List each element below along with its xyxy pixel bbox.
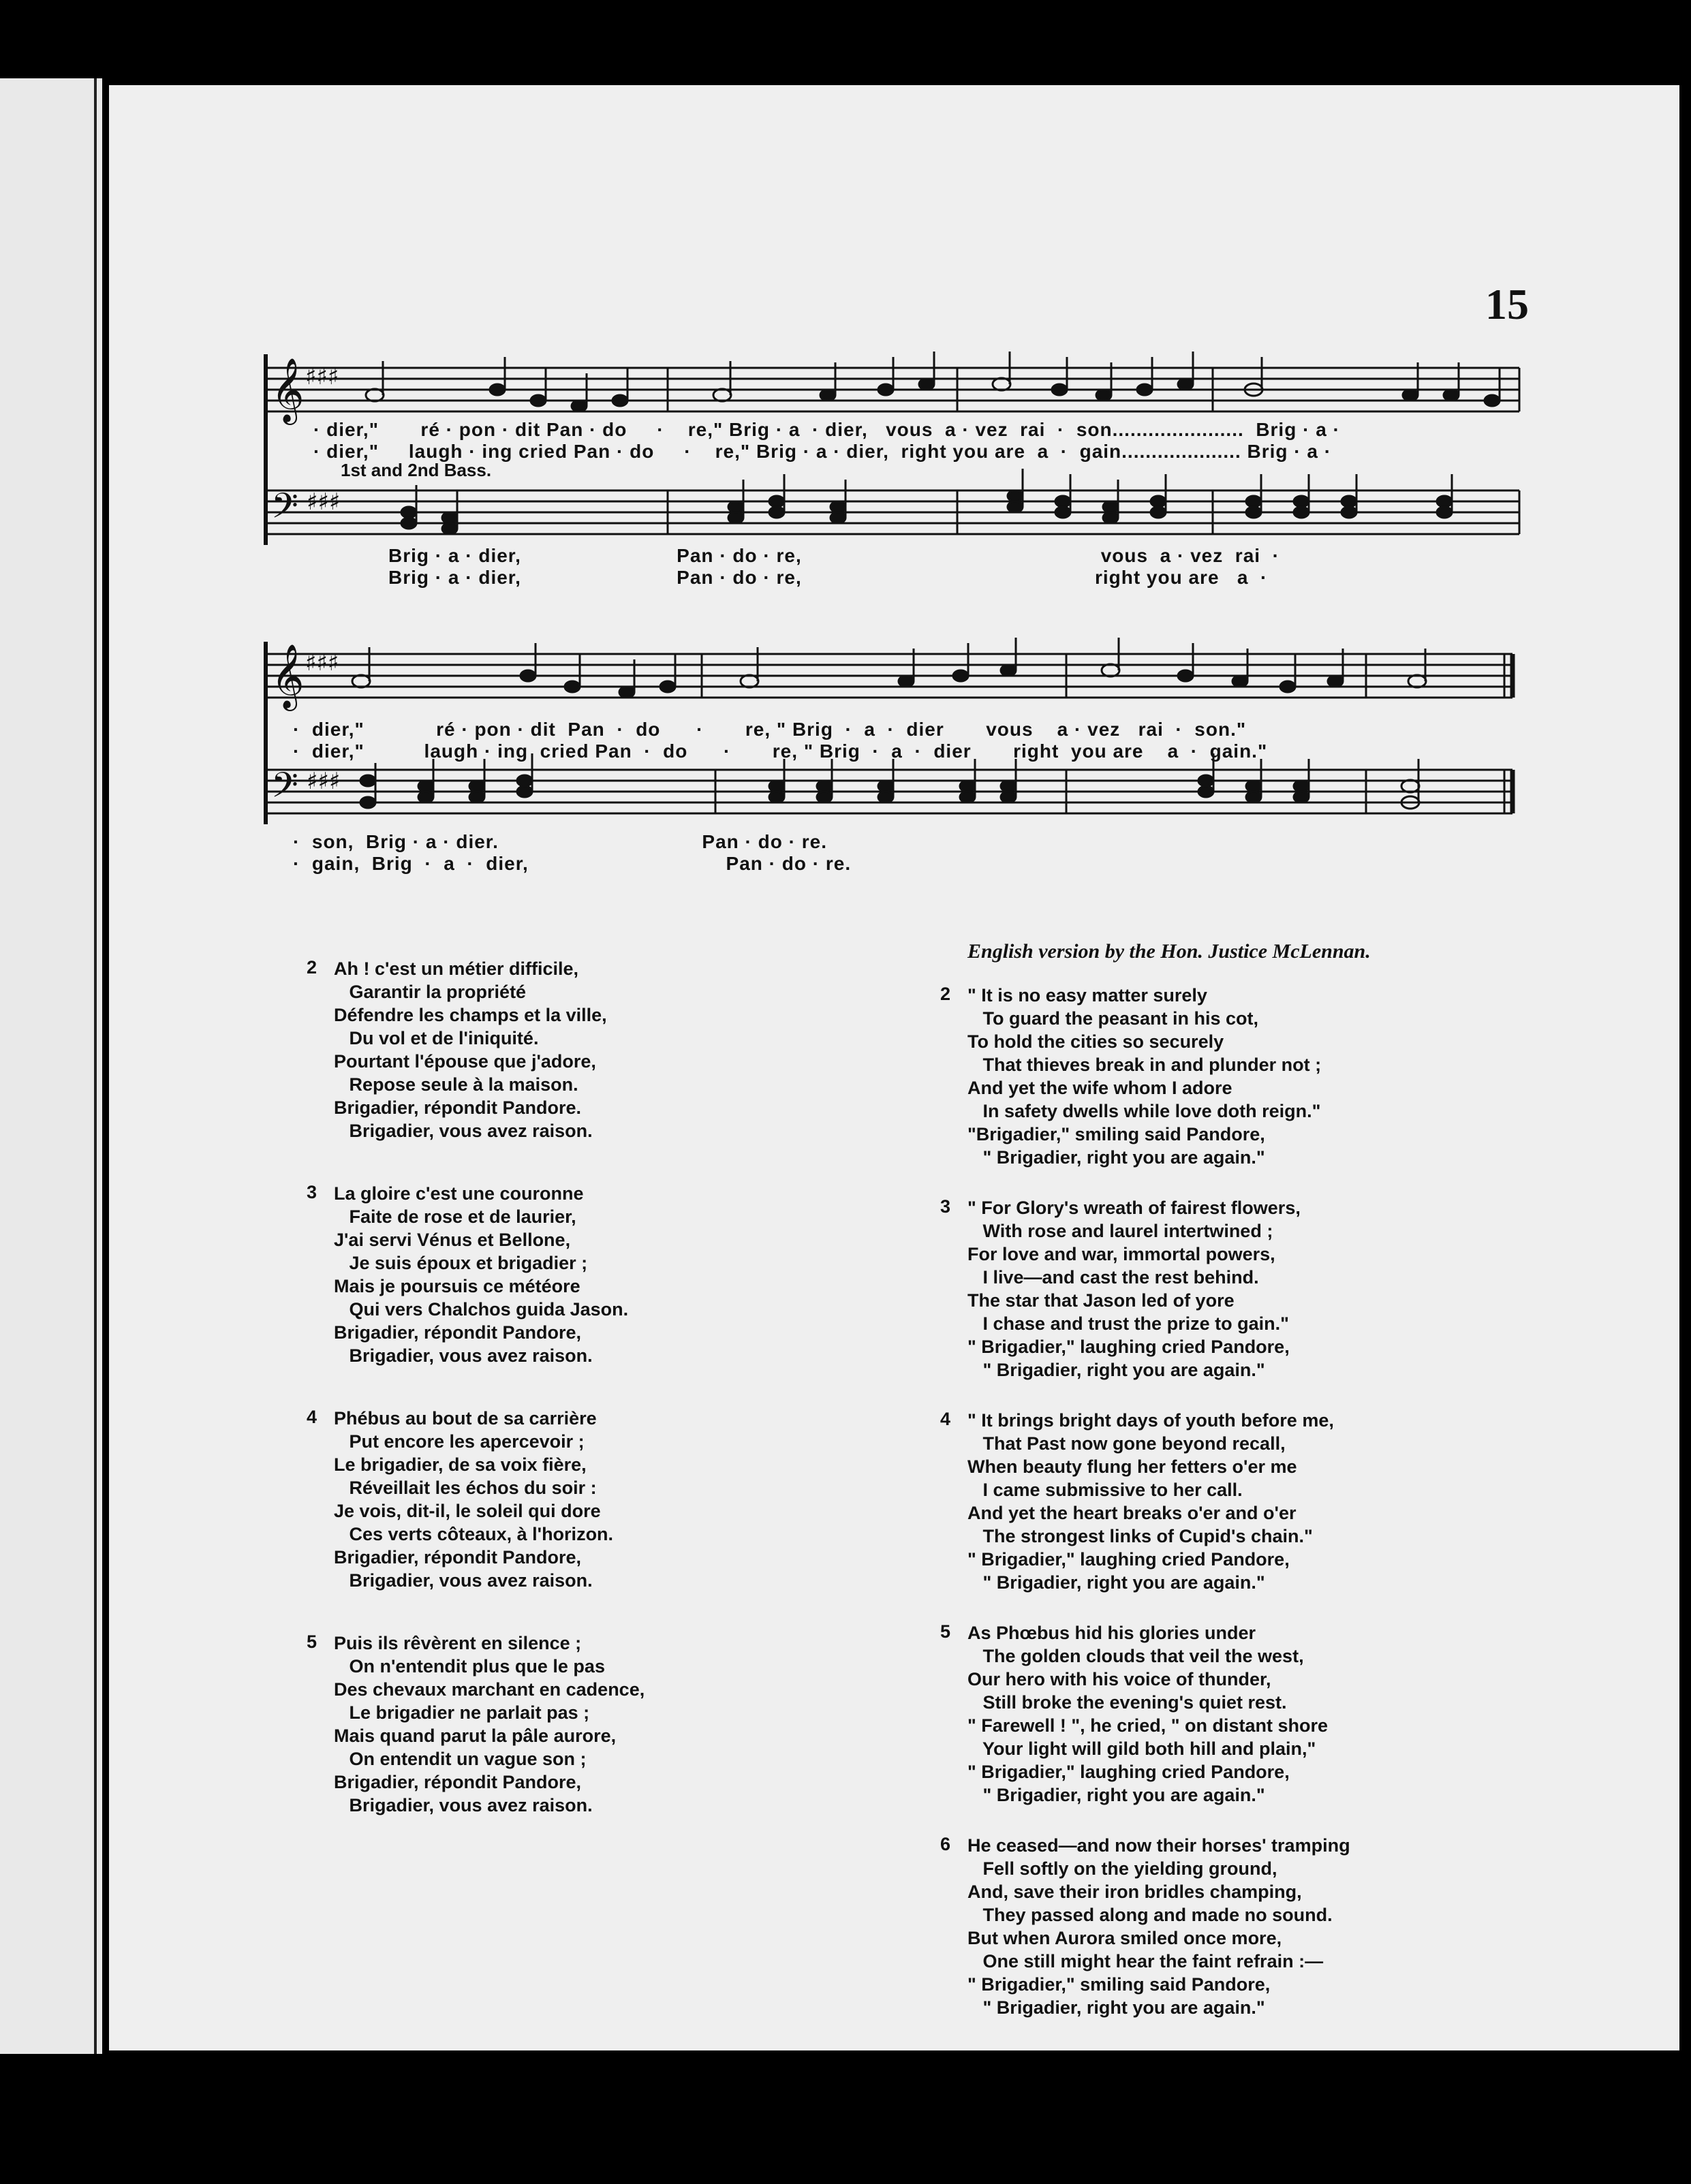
english-verse-5 — [940, 1621, 1512, 1807]
svg-text:♯♯♯: ♯♯♯ — [307, 768, 341, 795]
verse-line: That thieves break in and plunder not ; — [967, 1055, 1322, 1075]
lyrics-upper-2: · dier," laugh · ing cried Pan · do · re," Brig · a · dier, right you are a · gain.................... Brig · a · — [313, 441, 1332, 462]
verse-line: Qui vers Chalchos guida Jason. — [334, 1299, 629, 1320]
verse-line: Brigadier, vous avez raison. — [334, 1345, 593, 1366]
verse-line: One still might hear the faint refrain :— — [967, 1951, 1324, 1971]
verse-line: Phébus au bout de sa carrière — [334, 1408, 597, 1429]
verse-line: Mais quand parut la pâle aurore, — [334, 1726, 617, 1746]
verse-number: 5 — [940, 1621, 951, 1642]
french-verse-4 — [307, 1407, 797, 1592]
verse-number: 4 — [307, 1407, 317, 1427]
verse-line: " Brigadier, right you are again." — [967, 1997, 1265, 2018]
verse-line: They passed along and made no sound. — [967, 1905, 1333, 1925]
svg-text:𝄞: 𝄞 — [271, 358, 305, 422]
verse-line: " Brigadier, right you are again." — [967, 1147, 1265, 1168]
english-verse-4 — [940, 1409, 1512, 1594]
music-system-2 — [252, 627, 1533, 913]
verse-line: " Brigadier," laughing cried Pandore, — [967, 1549, 1290, 1570]
verse-line: La gloire c'est une couronne — [334, 1183, 584, 1204]
verse-line: On n'entendit plus que le pas — [334, 1656, 605, 1676]
verse-line: Pourtant l'épouse que j'adore, — [334, 1051, 596, 1072]
verse-line: Fell softly on the yielding ground, — [967, 1858, 1277, 1879]
verse-line: And, save their iron bridles champing, — [967, 1882, 1302, 1902]
verse-line: " It is no easy matter surely — [967, 985, 1207, 1005]
verse-line: Repose seule à la maison. — [334, 1074, 578, 1095]
verse-line: J'ai servi Vénus et Bellone, — [334, 1230, 571, 1250]
verse-line: Défendre les champs et la ville, — [334, 1005, 607, 1025]
verse-line: " Brigadier, right you are again." — [967, 1785, 1265, 1805]
verse-line: Brigadier, vous avez raison. — [334, 1795, 593, 1815]
english-verses — [940, 940, 1512, 2019]
previous-page-edge — [0, 78, 102, 2054]
verse-line: That Past now gone beyond recall, — [967, 1433, 1286, 1454]
verse-line: Ah ! c'est un métier difficile, — [334, 958, 578, 979]
verse-line: Ces verts côteaux, à l'horizon. — [334, 1524, 614, 1544]
page-number: 15 — [1485, 280, 1529, 328]
verse-number: 2 — [940, 984, 951, 1004]
verse-line: I came submissive to her call. — [967, 1480, 1243, 1500]
french-verse-5 — [307, 1632, 797, 1817]
verse-line: Le brigadier ne parlait pas ; — [334, 1702, 590, 1723]
verse-line: Brigadier, répondit Pandore. — [334, 1097, 582, 1118]
verse-line: Je suis époux et brigadier ; — [334, 1253, 588, 1273]
verse-line: And yet the heart breaks o'er and o'er — [967, 1503, 1297, 1523]
lyrics-lower-4: · gain, Brig · a · dier, Pan · do · re. — [293, 853, 852, 874]
svg-text:♯♯♯: ♯♯♯ — [305, 649, 339, 676]
verse-number: 2 — [307, 957, 317, 978]
verse-number: 3 — [940, 1196, 951, 1217]
verse-line: Garantir la propriété — [334, 982, 527, 1002]
verse-number: 6 — [940, 1834, 951, 1854]
verse-line: And yet the wife whom I adore — [967, 1078, 1232, 1098]
verse-line: " For Glory's wreath of fairest flowers, — [967, 1198, 1301, 1218]
french-verse-2 — [307, 957, 797, 1142]
verse-line: Brigadier, vous avez raison. — [334, 1121, 593, 1141]
english-verse-2 — [940, 984, 1512, 1169]
verse-line: I chase and trust the prize to gain." — [967, 1313, 1289, 1334]
svg-text:𝄢: 𝄢 — [271, 764, 298, 814]
verse-line: As Phœbus hid his glories under — [967, 1623, 1256, 1643]
lyrics-upper-3: · dier," ré · pon · dit Pan · do · re, " Brig · a · dier vous a · vez rai · son." — [293, 719, 1247, 740]
verse-line: On entendit un vague son ; — [334, 1749, 587, 1769]
english-verse-6 — [940, 1834, 1512, 2019]
lyrics-upper-1: · dier," ré · pon · dit Pan · do · re," Brig · a · dier, vous a · vez rai · son...................... Brig · a · — [313, 419, 1340, 440]
verse-line: Brigadier, répondit Pandore, — [334, 1772, 582, 1792]
english-verse-3 — [940, 1196, 1512, 1382]
verse-line: " Brigadier, right you are again." — [967, 1572, 1265, 1593]
verse-line: Brigadier, répondit Pandore, — [334, 1547, 582, 1567]
svg-text:♯♯♯: ♯♯♯ — [305, 363, 339, 390]
verse-line: Du vol et de l'iniquité. — [334, 1028, 539, 1048]
verse-number: 3 — [307, 1182, 317, 1202]
verse-line: Mais je poursuis ce météore — [334, 1276, 580, 1296]
lyrics-lower-3: · son, Brig · a · dier. Pan · do · re. — [293, 831, 827, 852]
verse-line: "Brigadier," smiling said Pandore, — [967, 1124, 1265, 1144]
verse-line: Put encore les apercevoir ; — [334, 1431, 585, 1452]
translation-credit: English version by the Hon. Justice McLennan. — [967, 940, 1371, 963]
verse-line: He ceased—and now their horses' tramping — [967, 1835, 1350, 1856]
verse-line: With rose and laurel intertwined ; — [967, 1221, 1273, 1241]
verse-line: " Brigadier," smiling said Pandore, — [967, 1974, 1271, 1995]
verse-line: In safety dwells while love doth reign." — [967, 1101, 1321, 1121]
verse-line: " It brings bright days of youth before me, — [967, 1410, 1334, 1431]
verse-line: " Brigadier, right you are again." — [967, 1360, 1265, 1380]
verse-line: " Brigadier," laughing cried Pandore, — [967, 1337, 1290, 1357]
verse-line: The star that Jason led of yore — [967, 1290, 1235, 1311]
verse-number: 4 — [940, 1409, 951, 1429]
verse-line: But when Aurora smiled once more, — [967, 1928, 1282, 1948]
verse-line: " Farewell ! ", he cried, " on distant shore — [967, 1715, 1329, 1736]
voice-label: 1st and 2nd Bass. — [341, 460, 492, 480]
lyrics-upper-4: · dier," laugh · ing cried Pan · do · re, " Brig · a · dier right you are a · gain." — [293, 740, 1268, 762]
verse-line: Le brigadier, de sa voix fière, — [334, 1454, 587, 1475]
lyrics-lower-2: Brig · a · dier, Pan · do · re, right you are a · — [388, 567, 1268, 588]
verse-line: Your light will gild both hill and plain," — [967, 1738, 1316, 1759]
verse-line: Puis ils rêvèrent en silence ; — [334, 1633, 582, 1653]
verse-line: The golden clouds that veil the west, — [967, 1646, 1304, 1666]
verse-line: Brigadier, vous avez raison. — [334, 1570, 593, 1591]
lyrics-lower-1: Brig · a · dier, Pan · do · re, vous a · vez rai · — [388, 545, 1279, 566]
verse-line: The strongest links of Cupid's chain." — [967, 1526, 1313, 1546]
verse-line: To guard the peasant in his cot, — [967, 1008, 1259, 1029]
verse-line: When beauty flung her fetters o'er me — [967, 1456, 1297, 1477]
music-system-1 — [252, 327, 1533, 627]
verse-line: I live—and cast the rest behind. — [967, 1267, 1259, 1288]
verse-line: For love and war, immortal powers, — [967, 1244, 1275, 1264]
svg-text:♯♯♯: ♯♯♯ — [307, 488, 341, 516]
verse-line: Je vois, dit-il, le soleil qui dore — [334, 1501, 601, 1521]
french-verses — [307, 957, 797, 1856]
verse-line: " Brigadier," laughing cried Pandore, — [967, 1762, 1290, 1782]
verse-line: To hold the cities so securely — [967, 1031, 1224, 1052]
verse-line: Brigadier, répondit Pandore, — [334, 1322, 582, 1343]
verse-line: Still broke the evening's quiet rest. — [967, 1692, 1287, 1713]
verse-line: Our hero with his voice of thunder, — [967, 1669, 1271, 1689]
french-verse-3 — [307, 1182, 797, 1367]
verse-line: Des chevaux marchant en cadence, — [334, 1679, 645, 1700]
verse-line: Réveillait les échos du soir : — [334, 1478, 597, 1498]
svg-text:𝄢: 𝄢 — [271, 485, 298, 535]
verse-number: 5 — [307, 1632, 317, 1652]
svg-text:𝄞: 𝄞 — [271, 644, 305, 708]
verse-line: Faite de rose et de laurier, — [334, 1206, 576, 1227]
